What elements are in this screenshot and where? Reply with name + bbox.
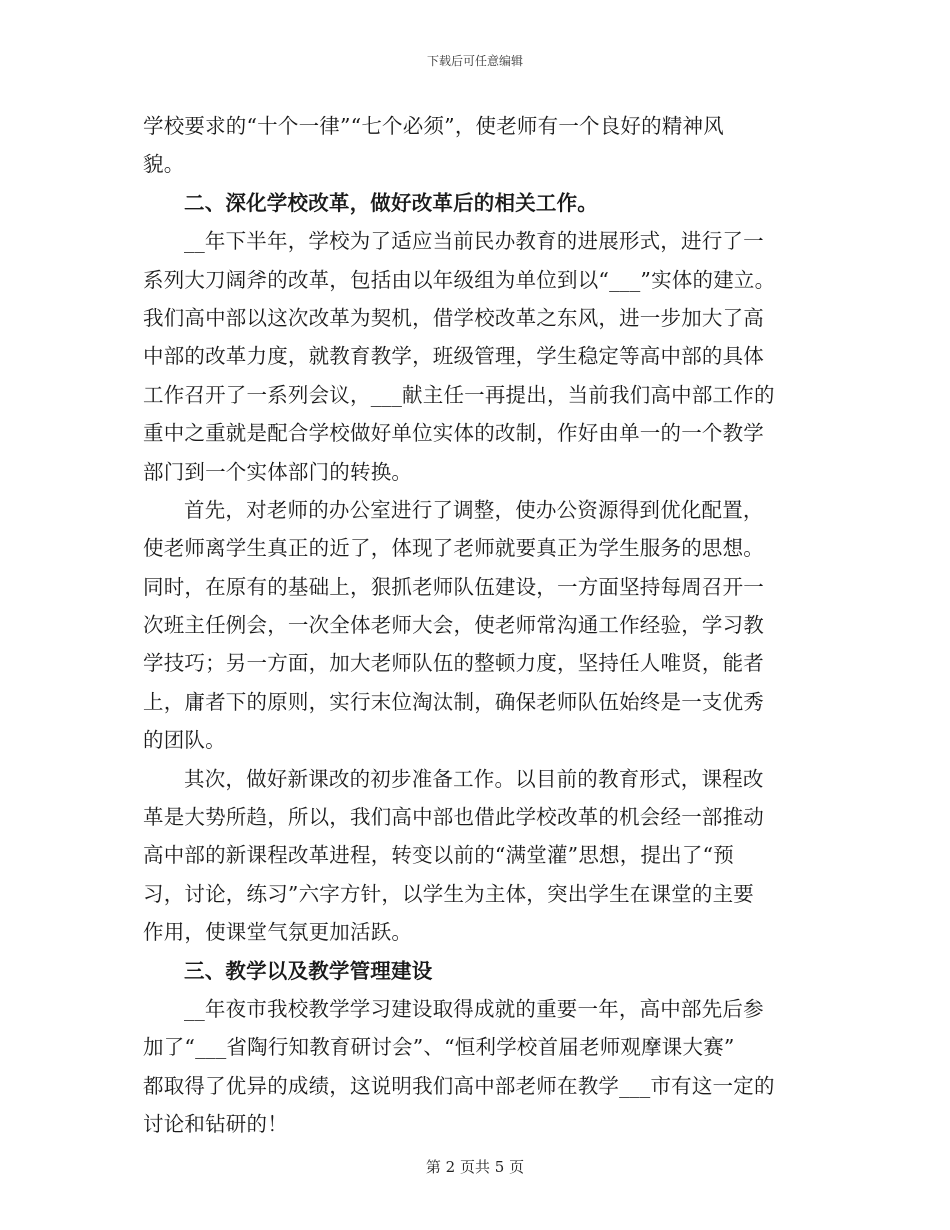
paragraph-line: 革是大势所趋，所以，我们高中部也借此学校改革的机会经一部推动	[143, 805, 764, 830]
paragraph-line: 中部的改革力度，就教育教学，班级管理，学生稳定等高中部的具体	[143, 344, 764, 369]
page-footer: 第 2 页共 5 页	[425, 1158, 525, 1176]
paragraph-line: __年下半年，学校为了适应当前民办教育的进展形式，进行了一	[184, 229, 764, 254]
paragraph-line: 的团队。	[143, 728, 226, 753]
paragraph-line: 学校要求的“十个一律”“七个必须”，使老师有一个良好的精神风	[143, 114, 724, 138]
paragraph-line: 学技巧；另一方面，加大老师队伍的整顿力度，坚持任人唯贤，能者	[143, 651, 764, 676]
paragraph-line: 加了“___省陶行知教育研讨会”、“恒利学校首届老师观摩课大赛”	[143, 1035, 735, 1060]
page-header: 下载后可任意编辑	[426, 54, 523, 68]
document-body	[143, 107, 815, 1144]
paragraph-line: 首先，对老师的办公室进行了调整，使办公资源得到优化配置，	[184, 497, 764, 522]
paragraph-line: 其次，做好新课改的初步准备工作。以目前的教育形式，课程改	[184, 766, 764, 791]
paragraph-line: 部门到一个实体部门的转换。	[143, 459, 413, 484]
paragraph-line: 使老师离学生真正的近了，体现了老师就要真正为学生服务的思想。	[143, 536, 764, 561]
paragraph-line: 工作召开了一系列会议，___献主任一再提出，当前我们高中部工作的	[143, 382, 775, 407]
paragraph-line: 高中部的新课程改革进程，转变以前的“满堂灌”思想，提出了“预	[143, 843, 734, 868]
section-heading: 三、教学以及教学管理建设	[184, 958, 433, 983]
section-heading: 二、深化学校改革，做好改革后的相关工作。	[184, 190, 598, 215]
paragraph-line: 同时，在原有的基础上，狠抓老师队伍建设，一方面坚持每周召开一	[143, 574, 764, 599]
paragraph-line: __年夜市我校教学学习建设取得成就的重要一年，高中部先后参	[184, 996, 764, 1021]
paragraph-line: 作用，使课堂气氛更加活跃。	[143, 920, 413, 945]
paragraph-line: 上，庸者下的原则，实行末位淘汰制，确保老师队伍始终是一支优秀	[143, 689, 764, 714]
paragraph-line: 讨论和钻研的！	[143, 1112, 288, 1137]
paragraph-line: 貌。	[143, 152, 185, 177]
paragraph-line: 系列大刀阔斧的改革，包括由以年级组为单位到以“___”实体的建立。	[143, 267, 776, 292]
paragraph-line: 重中之重就是配合学校做好单位实体的改制，作好由单一的一个教学	[143, 421, 764, 446]
paragraph-line: 都取得了优异的成绩，这说明我们高中部老师在教学___市有这一定的	[143, 1073, 775, 1098]
paragraph-line: 次班主任例会，一次全体老师大会，使老师常沟通工作经验，学习教	[143, 613, 764, 638]
paragraph-line: 我们高中部以这次改革为契机，借学校改革之东风，进一步加大了高	[143, 305, 764, 330]
paragraph-line: 习，讨论，练习”六字方针，以学生为主体，突出学生在课堂的主要	[143, 881, 754, 906]
